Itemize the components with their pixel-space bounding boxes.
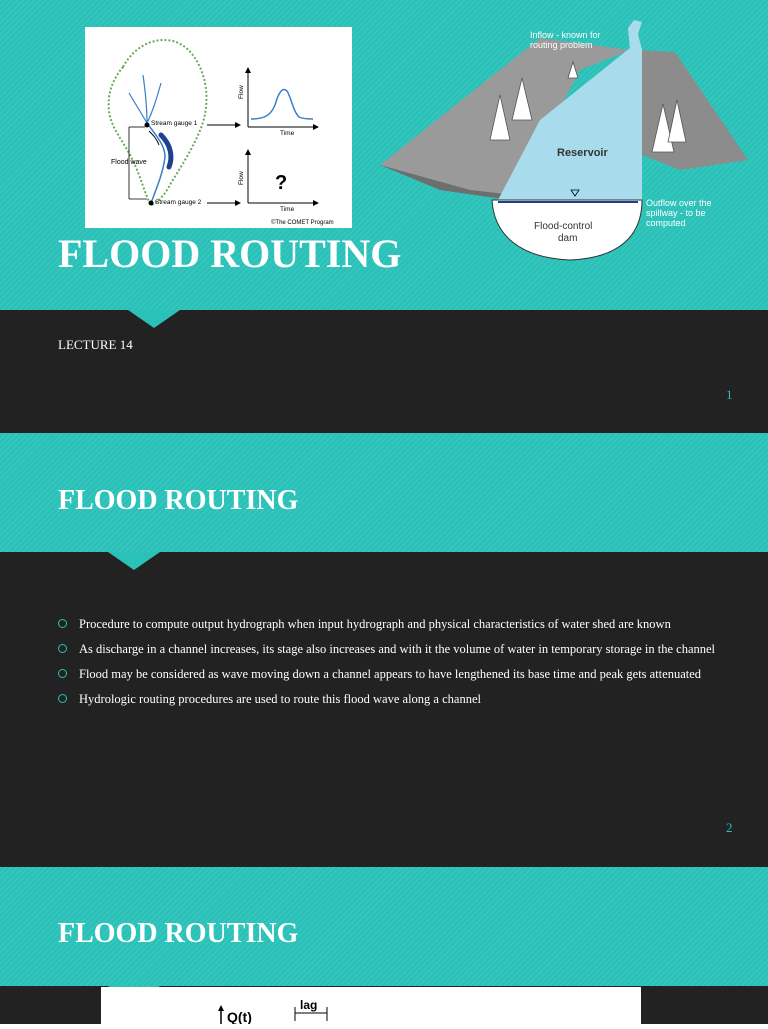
bullet-text: Hydrologic routing procedures are used to route this flood wave along a channel (79, 692, 481, 706)
slide-2-title: FLOOD ROUTING (58, 485, 299, 516)
bullet-item (58, 616, 718, 633)
plot-1-x-label: Time (280, 130, 295, 137)
gauge-1-label: Stream gauge 1 (151, 120, 198, 127)
flood-wave-mark (161, 135, 171, 167)
lecture-subtitle: LECTURE 14 (58, 337, 133, 352)
axis-arrow (245, 67, 251, 73)
hydrograph-lag-figure (101, 987, 641, 1024)
axis-arrow (313, 124, 319, 130)
bullet-circle-icon (58, 694, 67, 703)
axis-arrow (245, 149, 251, 155)
gauge-1-dot (145, 123, 150, 128)
figure-credit: ©The COMET Program (271, 220, 334, 226)
outflow-label-line1: Outflow over the (646, 198, 712, 208)
bullet-text: Procedure to compute output hydrograph when input hydrograph and physical characteristics of water shed are known (79, 617, 671, 631)
watershed-diagram (85, 27, 352, 228)
right-mountain (630, 50, 748, 170)
plot-2-x-label: Time (280, 206, 295, 213)
slide-2-notch (108, 552, 160, 570)
bullet-text: As discharge in a channel increases, its stage also increases and with it the volume of water in temporary storage in the channel (79, 642, 716, 656)
bullet-circle-icon (58, 644, 67, 653)
stream-branch (147, 83, 161, 123)
lag-figure-svg (101, 987, 641, 1024)
slide-2-page-number: 2 (726, 820, 733, 835)
bullet-item (58, 641, 718, 658)
q-axis-arrow (218, 1005, 224, 1011)
gauge-2-dot (149, 201, 154, 206)
slide-1-title: FLOOD ROUTING (58, 231, 402, 276)
axis-arrow (313, 200, 319, 206)
plot-1-y-label: Flow (238, 85, 245, 99)
q-axis-label: Q(t) (227, 1009, 252, 1024)
bullet-item (58, 691, 718, 708)
slide-1-page-number: 1 (726, 387, 733, 402)
inflow-hydrograph (251, 90, 313, 119)
stream-branch (143, 75, 147, 123)
bullet-circle-icon (58, 669, 67, 678)
inflow-label-line1: Inflow - known for (530, 30, 601, 40)
lag-label: lag (300, 998, 318, 1012)
slide-3-title: FLOOD ROUTING (58, 918, 299, 949)
outflow-label-line2: spillway - to be (646, 208, 706, 218)
bullet-list (58, 616, 718, 716)
arrow-head (235, 122, 241, 128)
unknown-outflow-mark: ? (275, 172, 288, 194)
watershed-figure (85, 27, 352, 228)
inflow-stream (628, 20, 642, 50)
slide-1-body (0, 310, 768, 433)
dam-label-line2: dam (558, 233, 578, 244)
bullet-text: Flood may be considered as wave moving down a channel appears to have lengthened its base time and peak gets attenuated (79, 667, 702, 681)
inflow-label-line2: routing problem (530, 40, 593, 50)
reservoir-diagram (380, 20, 752, 270)
stream-branch (129, 93, 147, 123)
bullet-item (58, 666, 718, 683)
arrow-head (235, 200, 241, 206)
flood-wave-label: Flood wave (111, 159, 147, 166)
outflow-label-line3: computed (646, 218, 686, 228)
slide-1-notch (128, 310, 180, 328)
bullet-circle-icon (58, 619, 67, 628)
dam-label-line1: Flood-control (534, 221, 593, 232)
plot-2-y-label: Flow (238, 171, 245, 185)
gauge-2-label: Stream gauge 2 (155, 199, 202, 206)
reservoir-label: Reservoir (557, 147, 608, 159)
